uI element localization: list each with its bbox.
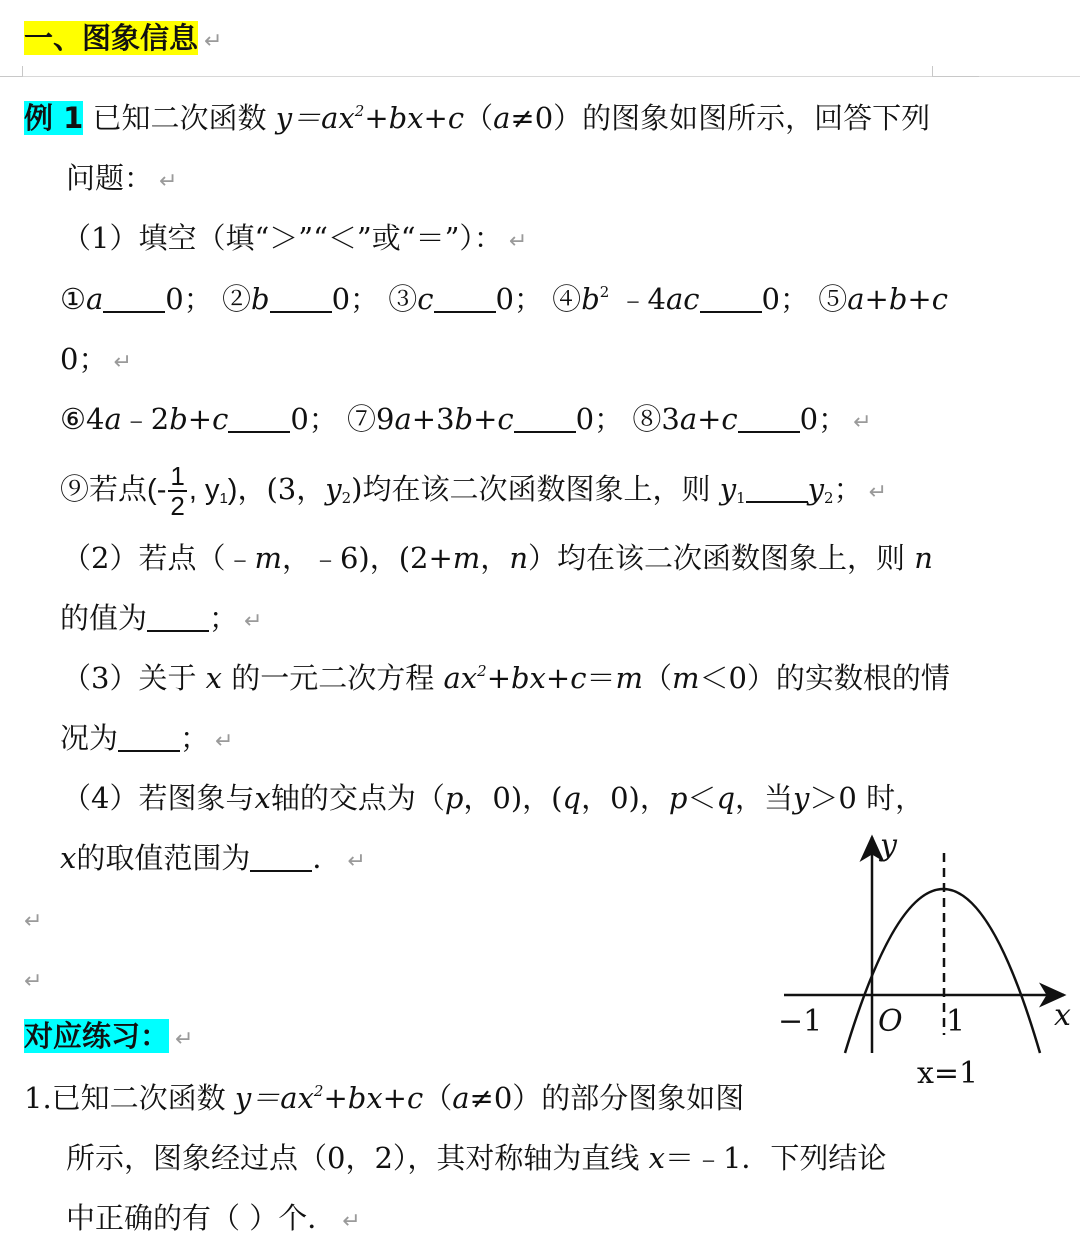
practice-title: 对应练习： [24,1019,170,1053]
one-label: 1 [946,1004,966,1039]
answer-blank[interactable] [228,403,290,433]
answer-blank[interactable] [103,283,165,313]
answer-blank[interactable] [147,602,209,632]
parabola-graph [772,825,1077,1090]
answer-blank[interactable] [270,283,332,313]
intro-text-2: ≠0）的图象如图所示，回答下列 [510,101,931,135]
practice-1-line-3: 中正确的有（ ）个． ↵ [66,1201,361,1235]
practice-heading: 对应练习： ↵ [24,1019,194,1053]
answer-blank[interactable] [700,283,762,313]
answer-blank[interactable] [514,403,576,433]
question-3-line: （3）关于 x 的一元二次方程 $ax^2+bx+c=m(m<0)$的实数根的情 [62,661,950,695]
question-1-title: （1）填空（填“＞”“＜”或“＝”）： ↵ [62,221,528,255]
symmetry-axis-label: x=1 [917,1056,979,1090]
answer-blank[interactable] [250,842,312,872]
example-intro-line: 例 1 已知二次函数 $y=ax^2+bx+c(a\ne 0)$的图象如图所示，回答下列 [24,101,931,135]
answer-blank[interactable] [434,283,496,313]
question-3-line-2: 况为 ； ↵ [60,721,234,755]
empty-paragraph: ↵ [24,969,43,994]
function-formula: $y=ax^2+bx+c$ [275,101,465,135]
fill-row-1-cont: 0； ↵ [60,342,132,376]
answer-blank[interactable] [738,403,800,433]
example-intro-line-2: 问题： ↵ [66,161,178,195]
fill-row-3: ⑨若点(- $\frac{1}{2}$ , $y_1$)，(3，$y_2$)均在该二次函数图象上，则 $y_1$ $y_2$； ↵ [60,461,888,521]
question-2-line-2: 的值为 ； ↵ [60,601,263,635]
margin-corner-right [932,66,979,77]
empty-paragraph: ↵ [24,909,43,934]
fill-row-1: ①a 0； ②b 0； ③c 0； $④b^2$ ﹣4ac 0； ⑤a+b+c [60,282,948,316]
section-title: 一、图象信息 [24,21,199,55]
practice-1-line: 1.已知二次函数 $y=ax^2+bx+c(a\ne 0)$的部分图象如图 [24,1081,745,1115]
practice-1-line-2: 所示，图象经过点（0，2），其对称轴为直线 x＝﹣1．下列结论 [66,1141,887,1175]
y-axis-label: y [880,828,897,863]
question-2-line: （2）若点（﹣m，﹣6)，(2+m，n）均在该二次函数图象上，则 n [62,541,933,575]
parabola-curve [845,889,1040,1053]
return-mark: ↵ [204,29,223,54]
neg-one-label: −1 [778,1004,823,1039]
fill-row-2: ⑥4a﹣2b+c 0； ⑦9a+3b+c 0； ⑧3a+c 0； ↵ [60,402,872,436]
answer-blank[interactable] [746,473,808,503]
x-axis-label: x [1054,998,1071,1033]
example-label: 例 1 [24,101,84,135]
answer-blank[interactable] [118,722,180,752]
intro-text: 已知二次函数 [92,101,267,135]
section-heading [24,18,222,62]
page-boundary [0,76,1080,77]
question-4-line-2: x的取值范围为 ． ↵ [60,841,366,875]
fraction: $\frac{1}{2}$ [170,461,185,521]
origin-label: O [878,1004,903,1039]
margin-corner-left [0,66,23,77]
question-4-line: （4）若图象与x轴的交点为（p，0)，(q，0)，p＜q，当y＞0 时， [62,781,925,815]
